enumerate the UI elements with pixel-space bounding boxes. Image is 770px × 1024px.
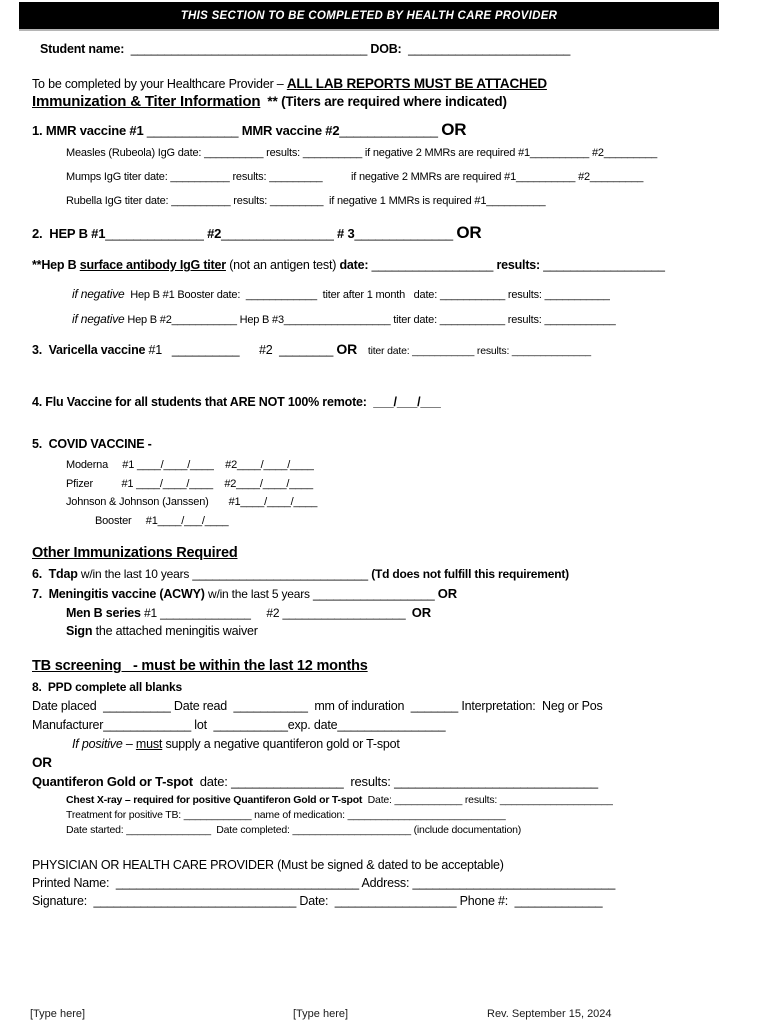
quantiferon-date-blank[interactable]: ________________: [231, 774, 344, 789]
text-run: #2: [589, 147, 604, 159]
text-run: Date read: [170, 699, 234, 713]
student-name-blank[interactable]: ___________________________________: [130, 42, 368, 56]
tdap-line: [32, 567, 569, 582]
covid-jj-row: [66, 496, 317, 509]
student-name-line: [40, 42, 570, 56]
text-run: #2: [213, 459, 237, 471]
pfizer-1-blank[interactable]: ____/____/____: [136, 478, 213, 490]
text-run: must: [135, 737, 163, 751]
text-run: Moderna #1: [66, 459, 137, 471]
text-run: results:: [230, 195, 271, 207]
text-run: exp. date: [287, 718, 338, 732]
covid-booster-row: [95, 515, 228, 528]
text-run: Johnson & Johnson (Janssen) #1: [66, 496, 241, 508]
text-run: Rubella IgG titer date:: [66, 195, 172, 207]
signature-date-blank[interactable]: __________________: [334, 894, 457, 908]
menb2-blank[interactable]: ___________________: [282, 606, 406, 620]
text-run: Hep B #2: [124, 314, 172, 326]
signature-line: [32, 894, 602, 908]
mumps-mmr2-blank[interactable]: _________: [589, 171, 644, 183]
text-run: 3. Varicella vaccine: [32, 343, 149, 357]
text-run: titer after 1 month date:: [316, 289, 440, 301]
text-run: **Hep B: [32, 258, 80, 272]
treatment-row: [66, 809, 506, 821]
mumps-results-blank[interactable]: _________: [269, 171, 323, 183]
text-run: Date started:: [66, 824, 127, 836]
text-run: w/in the last 5 years: [207, 587, 313, 601]
text-run: 5. COVID VACCINE -: [32, 437, 155, 451]
hepb-titer-date-blank[interactable]: __________________: [371, 258, 494, 272]
text-run: results:: [462, 794, 500, 806]
text-run: Other Immunizations Required: [32, 545, 238, 561]
or-line: [32, 755, 52, 771]
date-started-blank[interactable]: _______________: [126, 824, 211, 836]
text-run: results:: [343, 774, 395, 789]
text-run: date:: [192, 774, 232, 789]
hepb-ifneg1-row: [72, 288, 610, 302]
instructions-line: [32, 76, 547, 92]
text-run: lot: [191, 718, 214, 732]
text-run: DOB:: [370, 42, 409, 56]
text-run: 8. PPD complete all blanks: [32, 680, 182, 694]
flu-date-blank[interactable]: ___/___/___: [373, 395, 441, 409]
text-run: mm of induration: [307, 699, 411, 713]
flu-line: [32, 395, 441, 409]
text-run: Printed Name:: [32, 876, 116, 890]
manufacturer-blank[interactable]: _____________: [103, 718, 192, 732]
xray-results-blank[interactable]: ____________________: [499, 794, 613, 806]
footer-placeholder-left[interactable]: [Type here]: [30, 1008, 86, 1020]
text-run: supply a negative quantiferon gold or T-spot: [162, 737, 400, 751]
induration-blank[interactable]: _______: [410, 699, 459, 713]
text-run: w/in the last 10 years: [80, 567, 193, 581]
text-run: OR: [437, 586, 457, 601]
other-immunizations-heading: [32, 545, 237, 562]
text-run: 2. HEP B #1: [32, 226, 106, 241]
quantiferon-results-blank[interactable]: _____________________________: [394, 774, 598, 789]
text-run: #2: [212, 478, 237, 490]
xray-date-blank[interactable]: ____________: [394, 794, 463, 806]
text-run: #2: [250, 606, 283, 620]
text-run: if negative 2 MMRs are required #1: [322, 171, 517, 183]
rubella-mmr1-blank[interactable]: __________: [486, 195, 546, 207]
dob-blank[interactable]: ________________________: [408, 42, 571, 56]
text-run: Hep B #1 Booster date:: [124, 289, 246, 301]
covid-moderna-row: [66, 459, 314, 472]
ppd-line: [32, 681, 182, 695]
text-run: titer date:: [390, 314, 440, 326]
text-run: –: [122, 737, 136, 751]
booster-date-blank[interactable]: ____________: [245, 289, 317, 301]
meningitis-line: [32, 587, 457, 602]
covid-line: [32, 437, 155, 451]
text-run: results:: [504, 314, 545, 326]
titer-after-month-date-blank[interactable]: ___________: [439, 289, 506, 301]
hepb2-blank[interactable]: ________________: [221, 226, 334, 241]
physician-line: [32, 858, 504, 872]
rubella-date-blank[interactable]: __________: [171, 195, 231, 207]
janssen-1-blank[interactable]: ____/____/____: [240, 496, 318, 508]
tdap-date-blank[interactable]: __________________________: [192, 567, 368, 581]
text-run: OR: [336, 341, 357, 357]
text-run: Signature:: [32, 894, 94, 908]
hepb-titer-line: [32, 258, 665, 272]
rubella-results-blank[interactable]: _________: [270, 195, 324, 207]
text-run: Pfizer #1: [66, 478, 137, 490]
sign-waiver-line: [66, 624, 258, 638]
phone-blank[interactable]: _____________: [514, 894, 603, 908]
provider-section-banner-text: THIS SECTION TO BE COMPLETED BY HEALTH CARE PROVIDER: [180, 9, 558, 22]
measles-date-blank[interactable]: __________: [204, 147, 264, 159]
text-run: # 3: [337, 226, 355, 241]
rubella-row: [66, 195, 545, 208]
hepb3-repeat-blank[interactable]: __________________: [283, 314, 391, 326]
text-run: Booster #1: [95, 515, 158, 527]
mumps-date-blank[interactable]: __________: [170, 171, 230, 183]
printed-name-line: [32, 876, 615, 890]
provider-section-banner: [19, 2, 719, 31]
covid-pfizer-row: [66, 478, 313, 491]
text-run: ALL LAB REPORTS MUST BE ATTACHED: [286, 76, 547, 91]
if-positive-line: [72, 737, 400, 751]
varicella-titer-date-blank[interactable]: ___________: [412, 345, 475, 357]
text-run: Interpretation: Neg or Pos: [458, 699, 603, 713]
text-run: PHYSICIAN OR HEALTH CARE PROVIDER (Must be signed & dated to be acceptable): [32, 858, 504, 872]
lot-blank[interactable]: ___________: [213, 718, 288, 732]
text-run: if negative 1 MMRs is required #1: [323, 195, 487, 207]
mumps-row: [66, 171, 643, 184]
menb1-blank[interactable]: ______________: [160, 606, 251, 620]
printed-name-blank[interactable]: ____________________________________: [115, 876, 359, 890]
text-run: name of medication:: [251, 809, 348, 821]
address-blank[interactable]: ______________________________: [412, 876, 616, 890]
titer-after-month-results-blank[interactable]: ___________: [544, 289, 610, 301]
text-run: 4. Flu Vaccine for all students that ARE NOT 100% remote:: [32, 395, 374, 409]
varicella2-blank[interactable]: ________: [279, 343, 334, 357]
text-run: Hep B #3: [236, 314, 284, 326]
date-started-row: [66, 824, 521, 836]
medication-blank[interactable]: ____________________________: [347, 809, 506, 821]
text-run: Quantiferon Gold or T-spot: [32, 774, 193, 789]
text-run: (not an antigen test): [225, 258, 340, 272]
date-placed-blank[interactable]: __________: [103, 699, 171, 713]
mmr2-blank[interactable]: ______________: [339, 123, 438, 138]
mmr1-blank[interactable]: _____________: [146, 123, 239, 138]
text-run: #2: [207, 226, 222, 241]
text-run: titer date:: [356, 345, 413, 357]
exp-date-blank[interactable]: ________________: [337, 718, 446, 732]
date-completed-blank[interactable]: _____________________: [292, 824, 411, 836]
measles-results-blank[interactable]: __________: [302, 147, 363, 159]
covid-booster-blank[interactable]: ____/___/____: [157, 515, 229, 527]
text-run: (Td does not fulfill this requirement): [371, 567, 569, 581]
text-run: results:: [229, 171, 270, 183]
text-run: If positive: [72, 737, 123, 751]
text-run: date:: [339, 258, 372, 272]
text-run: OR: [456, 223, 482, 242]
text-run: Date placed: [32, 699, 104, 713]
text-run: 6. Tdap: [32, 567, 81, 581]
hepb-repeat-titer-results-blank[interactable]: ____________: [544, 314, 616, 326]
text-run: 7. Meningitis vaccine (ACWY): [32, 587, 208, 601]
moderna-1-blank[interactable]: ____/____/____: [137, 459, 214, 471]
measles-mmr1-blank[interactable]: __________: [529, 147, 590, 159]
text-run: if negative 2 MMRs are required #1: [362, 147, 530, 159]
text-run: surface antibody IgG titer: [79, 258, 226, 272]
pfizer-2-blank[interactable]: ____/____/____: [236, 478, 313, 490]
ppd-dates-line: [32, 699, 603, 713]
text-run: TB screening - must be within the last 12 months: [32, 658, 368, 674]
text-run: if negative: [72, 312, 125, 326]
hepb2-repeat-blank[interactable]: ___________: [171, 314, 237, 326]
varicella1-blank[interactable]: __________: [171, 343, 240, 357]
signature-blank[interactable]: ______________________________: [93, 894, 297, 908]
text-run: results:: [474, 345, 512, 357]
text-run: #1: [148, 343, 172, 357]
manufacturer-line: [32, 718, 445, 732]
text-run: #2: [239, 343, 280, 357]
text-run: Phone #:: [456, 894, 515, 908]
text-run: the attached meningitis waiver: [95, 624, 258, 638]
moderna-2-blank[interactable]: ____/____/____: [237, 459, 314, 471]
hepb1-blank[interactable]: ______________: [105, 226, 204, 241]
text-run: To be completed by your Healthcare Provider –: [32, 77, 287, 91]
section-title-line: [32, 93, 507, 110]
text-run: results:: [263, 147, 303, 159]
text-run: if negative: [72, 287, 125, 301]
hepb-titer-results-blank[interactable]: __________________: [543, 258, 665, 272]
text-run: #2: [575, 171, 590, 183]
text-run: MMR vaccine #2: [241, 123, 340, 138]
text-run: results:: [496, 258, 544, 272]
text-run: Student name:: [40, 42, 131, 56]
measles-row: [66, 147, 657, 160]
text-run: Chest X-ray – required for positive Quantiferon Gold or T-spot: [66, 794, 363, 806]
mmr-line: [32, 120, 466, 140]
text-run: Date completed:: [210, 824, 293, 836]
text-run: ** (Titers are required where indicated): [260, 94, 507, 109]
varicella-titer-results-blank[interactable]: ______________: [511, 345, 591, 357]
hepb-ifneg2-row: [72, 313, 615, 327]
text-run: Measles (Rubeola) IgG date:: [66, 147, 205, 159]
text-run: Men B series: [66, 606, 144, 620]
meningitis-date-blank[interactable]: __________________: [312, 587, 435, 601]
text-run: (include documentation): [410, 824, 522, 836]
text-run: #1: [144, 606, 161, 620]
text-run: OR: [411, 605, 431, 620]
text-run: Sign: [66, 624, 96, 638]
measles-mmr2-blank[interactable]: _________: [603, 147, 658, 159]
quantiferon-line: [32, 775, 598, 790]
text-run: 1. MMR vaccine #1: [32, 123, 147, 138]
menb-line: [66, 606, 431, 621]
text-run: Date:: [362, 794, 395, 806]
chest-xray-row: [66, 794, 613, 806]
text-run: Date:: [296, 894, 335, 908]
varicella-line: [32, 341, 591, 357]
text-run: Treatment for positive TB:: [66, 809, 184, 821]
text-run: OR: [32, 755, 52, 770]
hepb-repeat-titer-date-blank[interactable]: ___________: [439, 314, 505, 326]
text-run: Immunization & Titer Information: [32, 93, 261, 110]
footer-revision-date: Rev. September 15, 2024: [487, 1008, 612, 1020]
hepb3-blank[interactable]: ______________: [354, 226, 453, 241]
text-run: OR: [441, 120, 467, 139]
tb-screening-heading: [32, 658, 368, 675]
date-read-blank[interactable]: ___________: [233, 699, 308, 713]
footer-placeholder-center[interactable]: [Type here]: [293, 1008, 349, 1020]
text-run: results:: [505, 289, 545, 301]
mumps-mmr1-blank[interactable]: __________: [516, 171, 576, 183]
text-run: Address:: [358, 876, 413, 890]
hepb-line: [32, 223, 481, 243]
treatment-blank[interactable]: ____________: [183, 809, 252, 821]
text-run: Mumps IgG titer date:: [66, 171, 171, 183]
text-run: Manufacturer: [32, 718, 104, 732]
